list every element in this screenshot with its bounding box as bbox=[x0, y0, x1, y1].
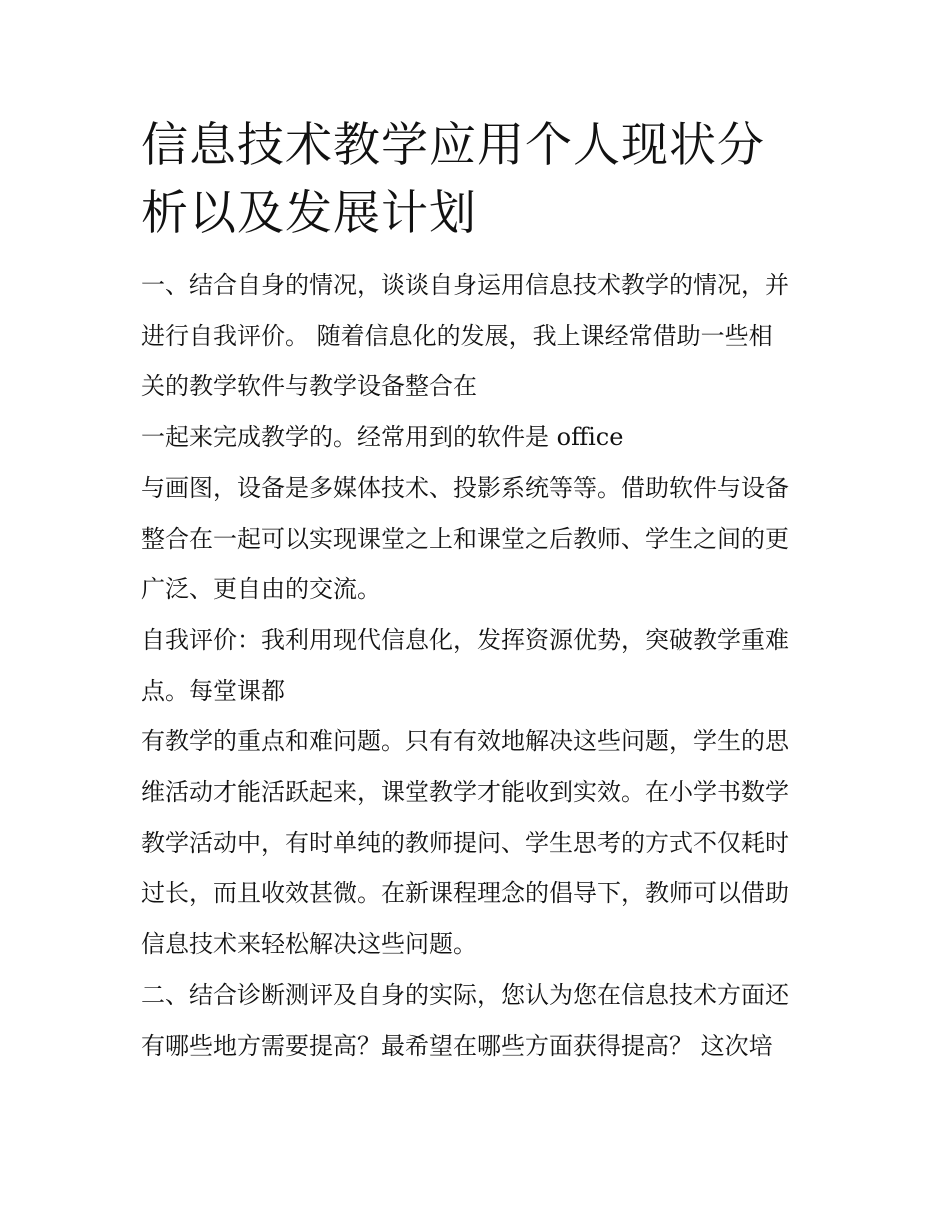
paragraph-intro-question bbox=[141, 260, 816, 412]
text-line: 点。每堂课都 bbox=[141, 676, 285, 705]
paragraph-software bbox=[141, 412, 816, 463]
text-line: 二、结合诊断测评及自身的实际，您认为您在信息技术方面还 bbox=[141, 980, 789, 1009]
text-line: 一起来完成教学的。经常用到的软件是 office bbox=[141, 423, 624, 452]
title-line: 析以及发展计划 bbox=[141, 186, 477, 241]
text-line: 关的教学软件与教学设备整合在 bbox=[141, 372, 477, 401]
text-line: 有哪些地方需要提高？最希望在哪些方面获得提高？ 这次培 bbox=[141, 1031, 773, 1060]
text-line: 过长，而且收效甚微。在新课程理念的倡导下，教师可以借助 bbox=[141, 879, 789, 908]
text-line: 整合在一起可以实现课堂之上和课堂之后教师、学生之间的更 bbox=[141, 524, 789, 553]
paragraph-self-evaluation bbox=[141, 615, 816, 716]
text-line: 自我评价：我利用现代信息化，发挥资源优势，突破教学重难 bbox=[141, 625, 789, 654]
document-title bbox=[141, 112, 816, 248]
text-line: 有教学的重点和难问题。只有有效地解决这些问题，学生的思 bbox=[141, 727, 789, 756]
document-body bbox=[141, 260, 816, 1071]
text-line: 一、结合自身的情况，谈谈自身运用信息技术教学的情况，并 bbox=[141, 271, 789, 299]
text-line: 广泛、更自由的交流。 bbox=[141, 575, 381, 604]
document-content bbox=[141, 112, 816, 1071]
text-line: 信息技术来轻松解决这些问题。 bbox=[141, 930, 477, 959]
paragraph-devices bbox=[141, 463, 816, 615]
paragraph-second-question bbox=[141, 970, 816, 1071]
paragraph-key-problems bbox=[141, 716, 816, 970]
text-line: 维活动才能活跃起来，课堂教学才能收到实效。在小学书数学 bbox=[141, 778, 789, 807]
text-line: 与画图，设备是多媒体技术、投影系统等等。借助软件与设备 bbox=[141, 473, 789, 502]
title-line: 信息技术教学应用个人现状分 bbox=[141, 118, 765, 173]
text-line: 进行自我评价。 随着信息化的发展，我上课经常借助一些相 bbox=[141, 321, 773, 350]
text-line: 教学活动中，有时单纯的教师提问、学生思考的方式不仅耗时 bbox=[141, 828, 789, 857]
